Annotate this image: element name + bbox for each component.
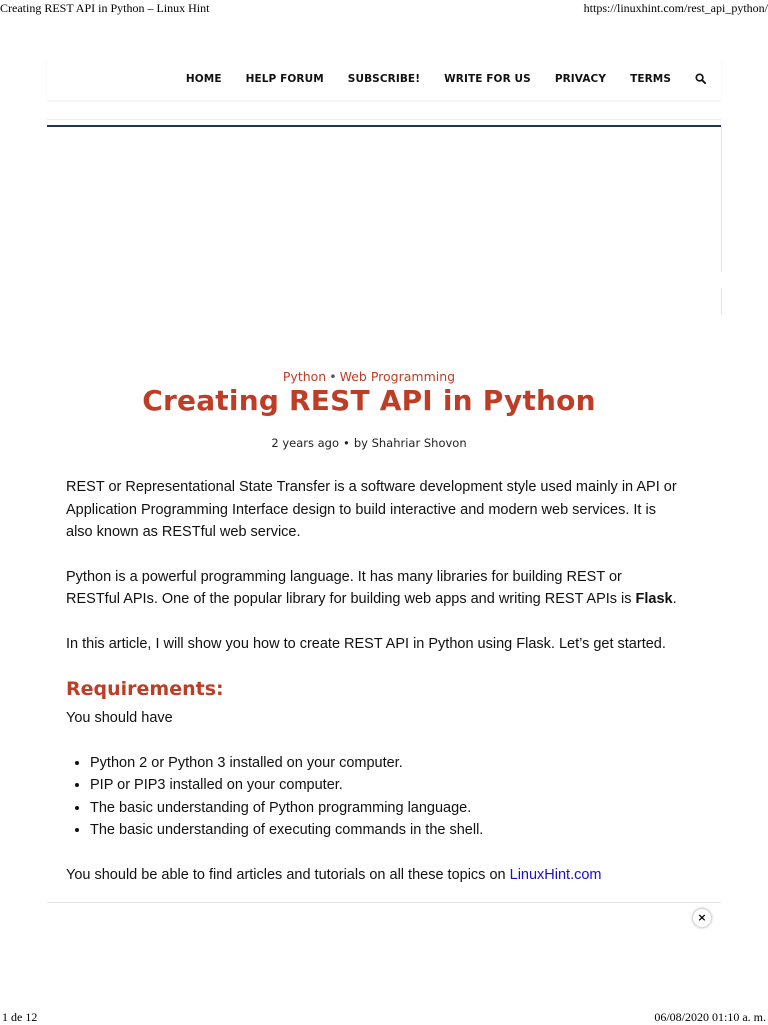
requirements-intro: You should have <box>66 710 173 726</box>
paragraph-python <box>66 566 678 611</box>
paragraph-python-end: . <box>672 591 677 607</box>
category-link-web-programming[interactable]: Web Programming <box>339 369 456 384</box>
close-icon: × <box>697 911 707 924</box>
search-icon[interactable] <box>695 73 707 85</box>
paragraph-intro: REST or Representational State Transfer is a software development style used mainly in API or Application Programming Interface design to build interactive and modern web services. It is also known as RESTful web service. <box>66 479 677 540</box>
print-footer <box>0 1008 768 1024</box>
flask-bold: Flask <box>635 591 673 607</box>
requirements-list <box>66 752 678 842</box>
nav-item-terms[interactable]: TERMS <box>630 73 671 85</box>
article-author[interactable]: by Shahriar Shovon <box>353 436 467 450</box>
bottom-overlay-area <box>0 902 768 1008</box>
list-item: • PIP or PIP3 installed on your computer. <box>90 774 678 797</box>
category-separator: • <box>329 369 337 384</box>
article-body <box>66 476 678 908</box>
nav-item-home[interactable]: HOME <box>185 73 222 85</box>
nav-item-subscribe[interactable]: SUBSCRIBE! <box>347 73 421 85</box>
navbar <box>47 56 721 100</box>
linuxhint-link[interactable]: LinuxHint.com <box>509 866 602 883</box>
header-divider-light <box>47 119 721 120</box>
print-page-number: 1 de 12 <box>2 1010 38 1024</box>
list-item: • The basic understanding of executing commands in the shell. <box>90 819 678 842</box>
meta-separator: • <box>343 436 350 450</box>
requirements-heading: Requirements: <box>66 678 224 700</box>
print-header <box>0 0 768 16</box>
paragraph-resources <box>66 864 678 887</box>
header-divider <box>47 125 721 127</box>
category-link-python[interactable]: Python <box>282 369 327 384</box>
paragraph-python-text: Python is a powerful programming language. It has many libraries for building REST or RESTful APIs. One of the popular library for building web apps and writing REST APIs is <box>66 568 636 607</box>
nav-item-write-for-us[interactable]: WRITE FOR US <box>444 73 531 85</box>
ad-frame-edge <box>721 127 722 272</box>
print-url: https://linuxhint.com/rest_api_python/ <box>583 1 768 15</box>
article-title: Creating REST API in Python <box>142 384 596 417</box>
paragraph-article-scope: In this article, I will show you how to create REST API in Python using Flask. Let’s get started. <box>66 635 666 652</box>
nav-item-help-forum[interactable]: HELP FORUM <box>245 73 324 85</box>
print-timestamp: 06/08/2020 01:10 a. m. <box>654 1010 766 1024</box>
bottom-overlay-border <box>47 902 721 903</box>
nav-item-privacy[interactable]: PRIVACY <box>554 73 607 85</box>
nav-menu <box>162 73 707 85</box>
list-item: • The basic understanding of Python programming language. <box>90 797 678 820</box>
list-item: • Python 2 or Python 3 installed on your computer. <box>90 752 678 775</box>
article-date: 2 years ago <box>271 436 340 450</box>
ad-frame-edge-lower <box>721 288 722 314</box>
close-button[interactable] <box>693 909 711 927</box>
print-page-title: Creating REST API in Python – Linux Hint <box>0 1 210 15</box>
paragraph-resources-text: You should be able to find articles and tutorials on all these topics on <box>66 866 510 883</box>
article-meta <box>0 436 738 450</box>
article-categories <box>0 369 738 384</box>
